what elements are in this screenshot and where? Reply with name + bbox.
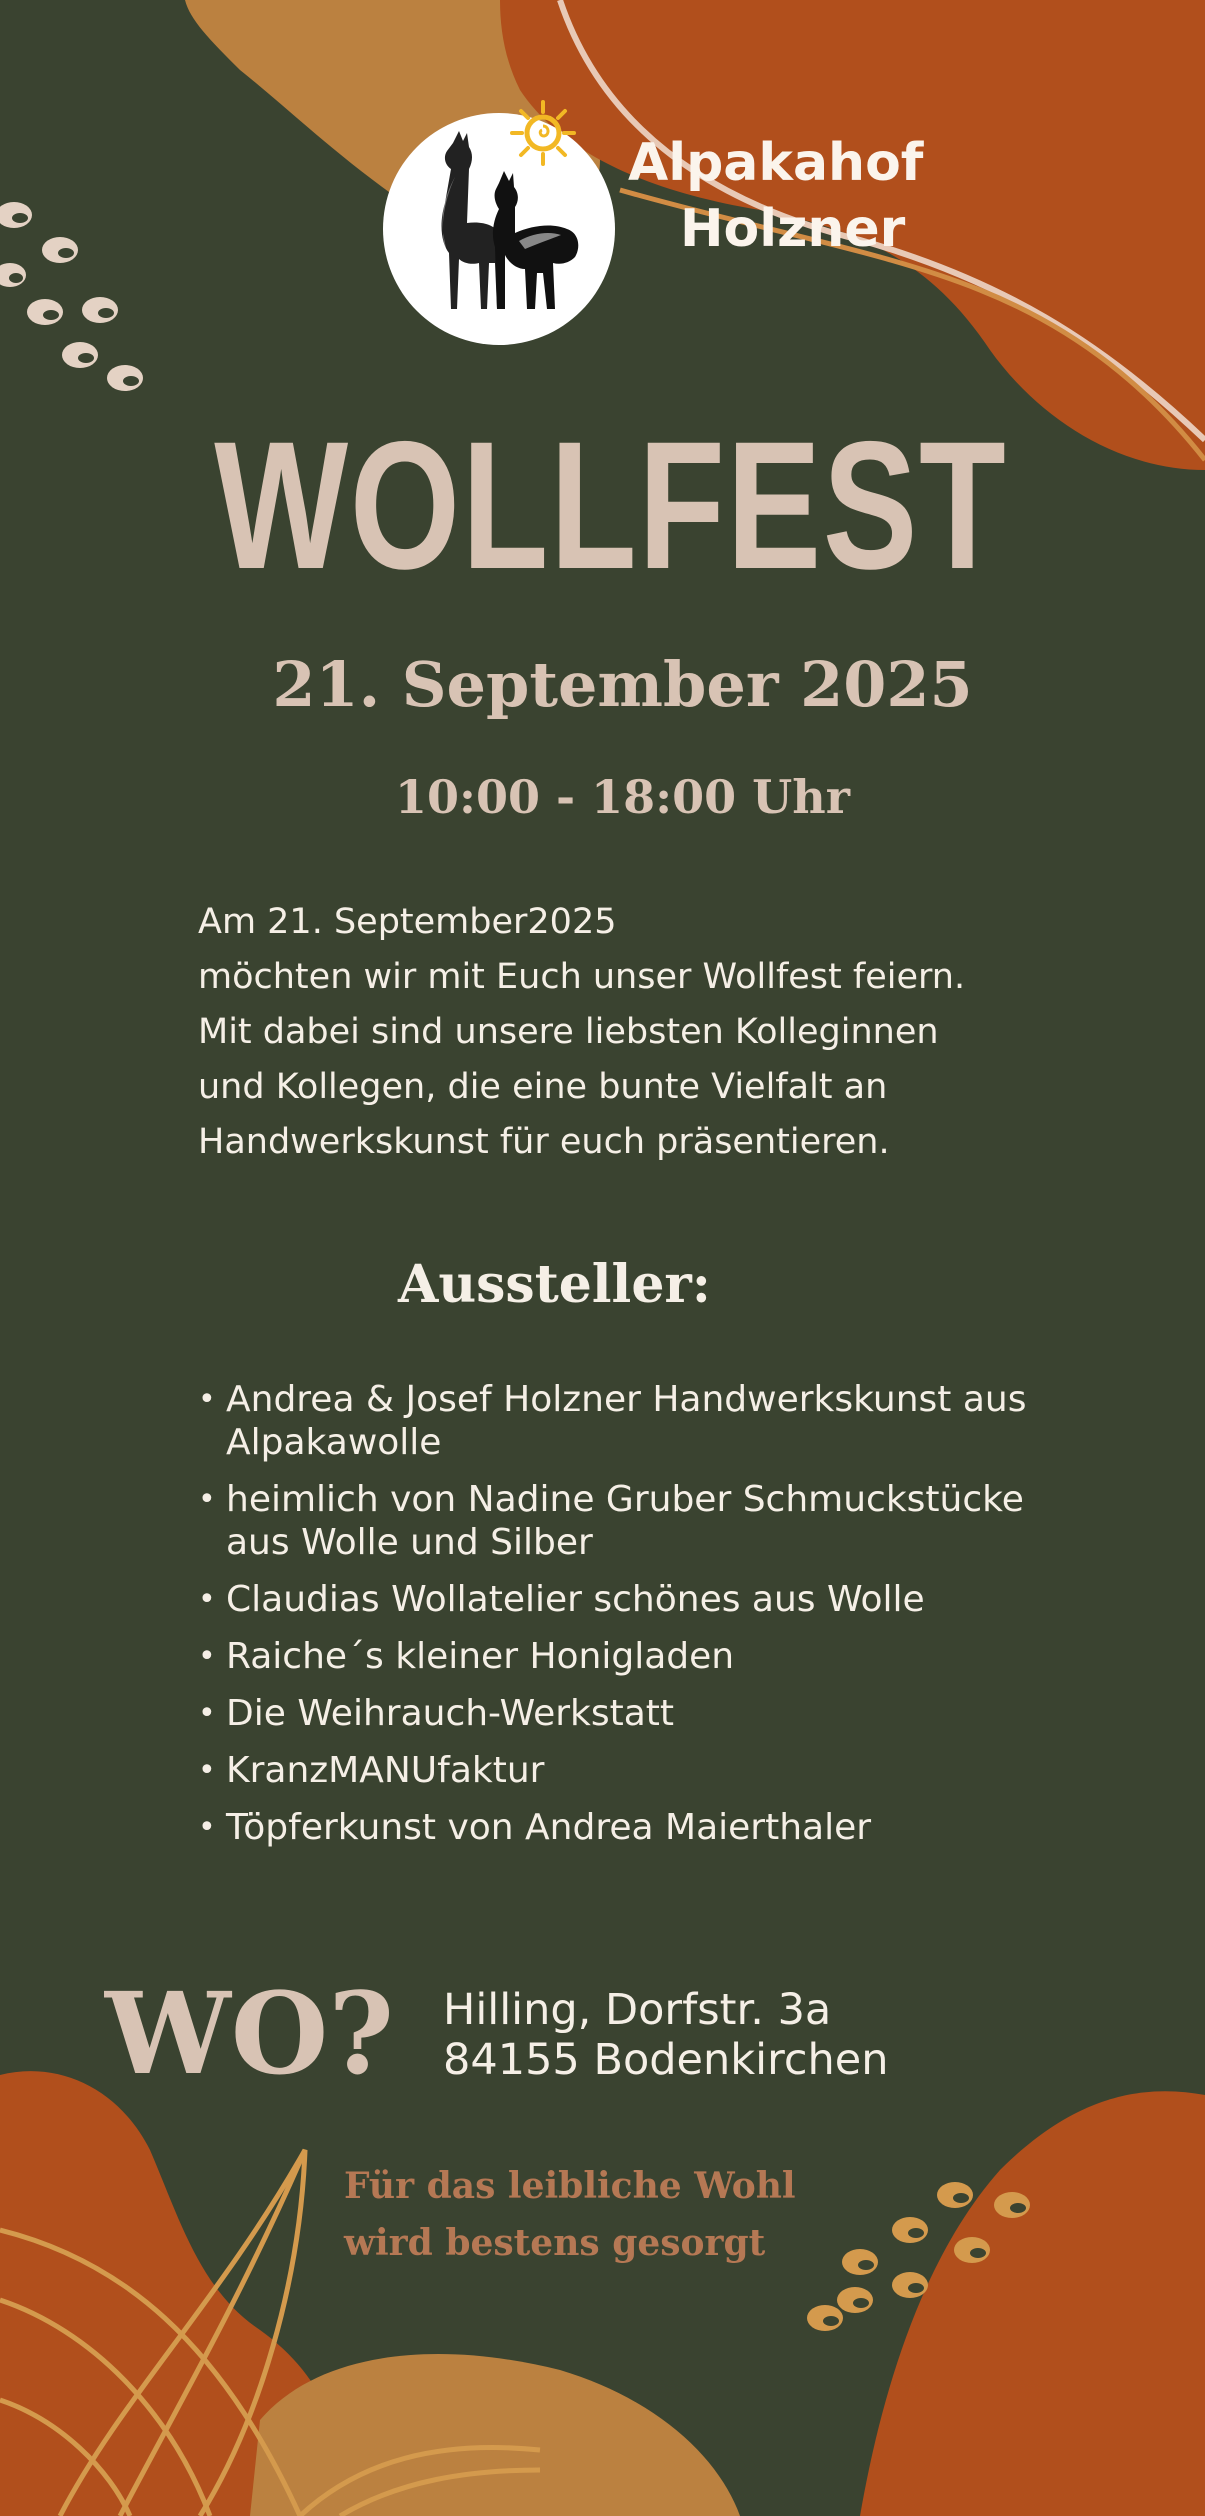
dot-pattern-top-left bbox=[0, 202, 143, 391]
exhibitor-item: • KranzMANUfaktur bbox=[198, 1749, 1098, 1792]
brand-line-1: Alpakahof bbox=[628, 133, 924, 193]
alpaca-icon bbox=[383, 113, 615, 345]
intro-line: und Kollegen, die eine bunte Vielfalt an bbox=[198, 1067, 888, 1107]
alpaca-logo bbox=[383, 113, 615, 345]
food-note bbox=[344, 2158, 864, 2272]
address-line-1: Hilling, Dorfstr. 3a bbox=[443, 1985, 832, 2035]
exhibitor-item: • Raiche´s kleiner Honigladen bbox=[198, 1635, 1098, 1678]
food-note-line-1: Für das leibliche Wohl bbox=[344, 2165, 796, 2207]
address-line-2: 84155 Bodenkirchen bbox=[443, 2035, 889, 2085]
exhibitors-heading: Aussteller: bbox=[398, 1254, 711, 1315]
food-note-line-2: wird bestens gesorgt bbox=[344, 2222, 766, 2264]
exhibitor-item: • Die Weihrauch-Werkstatt bbox=[198, 1692, 1098, 1735]
exhibitor-item: • heimlich von Nadine Gruber Schmuckstücke aus Wolle und Silber bbox=[198, 1478, 1098, 1564]
event-time: 10:00 - 18:00 Uhr bbox=[395, 770, 850, 824]
ochre-blob-bottom bbox=[250, 2354, 740, 2516]
intro-line: möchten wir mit Euch unser Wollfest feiern. bbox=[198, 957, 966, 997]
brand-line-2: Holzner bbox=[680, 199, 906, 259]
rust-blob-bottom-right bbox=[860, 2091, 1205, 2516]
intro-text bbox=[198, 895, 1098, 1170]
exhibitors-list bbox=[198, 1378, 1098, 1863]
intro-line: Am 21. September2025 bbox=[198, 902, 617, 942]
location-address bbox=[443, 1985, 1003, 2085]
exhibitor-item: • Töpferkunst von Andrea Maierthaler bbox=[198, 1806, 1098, 1849]
sun-icon bbox=[508, 98, 578, 168]
exhibitor-item: • Claudias Wollatelier schönes aus Wolle bbox=[198, 1578, 1098, 1621]
intro-line: Handwerkskunst für euch präsentieren. bbox=[198, 1122, 890, 1162]
event-title: WOLLFEST bbox=[214, 403, 1008, 607]
exhibitor-item: • Andrea & Josef Holzner Handwerkskunst aus Alpakawolle bbox=[198, 1378, 1098, 1464]
brand-name bbox=[620, 130, 940, 262]
location-label: WO? bbox=[105, 1969, 394, 2100]
intro-line: Mit dabei sind unsere liebsten Kolleginnen bbox=[198, 1012, 939, 1052]
event-date: 21. September 2025 bbox=[272, 648, 973, 721]
